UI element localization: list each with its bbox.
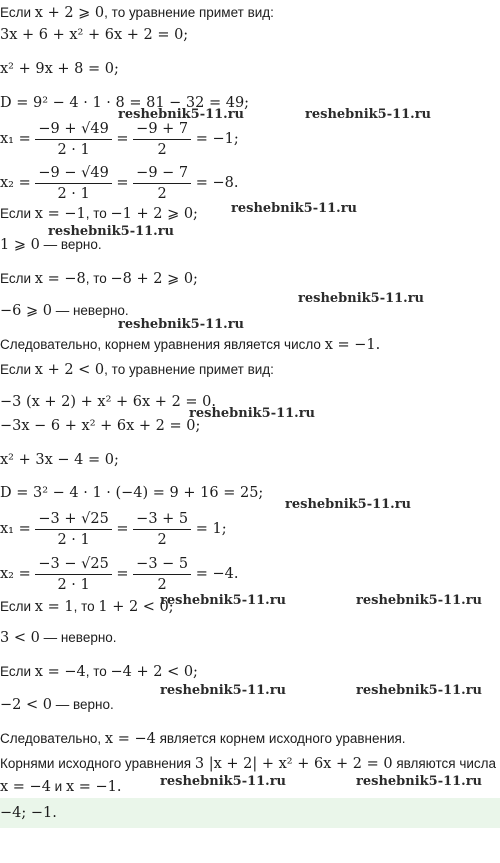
- fraction: $\frac{-9 - 7}{2}$: [133, 163, 191, 204]
- fraction: $\frac{-3 - 5}{2}$: [133, 554, 191, 595]
- case1-conclusion: Следовательно, корнем уравнения является число x = −1.: [0, 337, 381, 353]
- watermark: reshebnik5-11.ru: [298, 291, 425, 306]
- check-x-minus-4: Если x = −4, то −4 + 2 < 0;: [0, 664, 198, 680]
- watermark: reshebnik5-11.ru: [189, 406, 316, 421]
- check-x-minus-1: Если x = −1, то −1 + 2 ⩾ 0;: [0, 206, 198, 222]
- case2-discriminant: D = 3² − 4 · 1 · (−4) = 9 + 16 = 25;: [0, 485, 264, 501]
- watermark: reshebnik5-11.ru: [48, 224, 175, 239]
- case1-condition: Если x + 2 ⩾ 0, то уравнение примет вид:: [0, 5, 274, 21]
- fraction: $\frac{-9 + √49}{2 \cdot 1}$: [35, 119, 111, 160]
- watermark: reshebnik5-11.ru: [118, 317, 245, 332]
- case2-equation: −3 (x + 2) + x² + 6x + 2 = 0.: [0, 394, 216, 410]
- watermark: reshebnik5-11.ru: [231, 201, 358, 216]
- watermark: reshebnik5-11.ru: [356, 593, 483, 608]
- case1-root-x1: x₁ = $\frac{-9 + √49}{2 \cdot 1}$ = $\frac{-9 + 7}{2}$ = −1;: [0, 120, 239, 158]
- watermark: reshebnik5-11.ru: [118, 107, 245, 122]
- check-x-minus-8: Если x = −8, то −8 + 2 ⩾ 0;: [0, 271, 198, 287]
- fraction: $\frac{-9 + 7}{2}$: [133, 119, 191, 160]
- watermark: reshebnik5-11.ru: [160, 683, 287, 698]
- case2-root-x2: x₂ = $\frac{-3 - √25}{2 \cdot 1}$ = $\frac{-3 - 5}{2}$ = −4.: [0, 555, 239, 593]
- watermark: reshebnik5-11.ru: [356, 774, 483, 789]
- case1-equation: 3x + 6 + x² + 6x + 2 = 0;: [0, 27, 189, 43]
- case2-quadratic: x² + 3x − 4 = 0;: [0, 452, 119, 468]
- check-x-minus-8-result: −6 ⩾ 0 — неверно.: [0, 303, 129, 319]
- case2-conclusion: Следовательно, x = −4 является корнем исходного уравнения.: [0, 731, 406, 747]
- answer-box: [0, 798, 500, 828]
- check-x-1-result: 3 < 0 — неверно.: [0, 630, 117, 646]
- check-x-1: Если x = 1, то 1 + 2 < 0;: [0, 599, 174, 615]
- fraction: $\frac{-3 - √25}{2 \cdot 1}$: [35, 554, 111, 595]
- case1-discriminant: D = 9² − 4 · 1 · 8 = 81 − 32 = 49;: [0, 95, 250, 111]
- case1-root-x2: x₂ = $\frac{-9 - √49}{2 \cdot 1}$ = $\frac{-9 - 7}{2}$ = −8.: [0, 164, 239, 202]
- case2-condition: Если x + 2 < 0, то уравнение примет вид:: [0, 362, 274, 378]
- fraction: $\frac{-3 + 5}{2}$: [133, 509, 191, 550]
- watermark: reshebnik5-11.ru: [160, 774, 287, 789]
- case1-quadratic: x² + 9x + 8 = 0;: [0, 61, 119, 77]
- watermark: reshebnik5-11.ru: [305, 107, 432, 122]
- watermark: reshebnik5-11.ru: [160, 593, 287, 608]
- check-x-minus-4-result: −2 < 0 — верно.: [0, 697, 114, 713]
- case2-root-x1: x₁ = $\frac{-3 + √25}{2 \cdot 1}$ = $\frac{-3 + 5}{2}$ = 1;: [0, 510, 227, 548]
- watermark: reshebnik5-11.ru: [285, 497, 412, 512]
- fraction: $\frac{-3 + √25}{2 \cdot 1}$: [35, 509, 111, 550]
- fraction: $\frac{-9 - √49}{2 \cdot 1}$: [35, 163, 111, 204]
- watermark: reshebnik5-11.ru: [356, 683, 483, 698]
- answer-text: −4; −1.: [0, 805, 57, 821]
- check-x-minus-1-result: 1 ⩾ 0 — верно.: [0, 237, 102, 253]
- final-roots: x = −4 и x = −1.: [0, 779, 122, 795]
- case2-expanded: −3x − 6 + x² + 6x + 2 = 0;: [0, 418, 201, 434]
- final-statement: Корнями исходного уравнения 3 |x + 2| + x² + 6x + 2 = 0 являются числа: [0, 756, 497, 772]
